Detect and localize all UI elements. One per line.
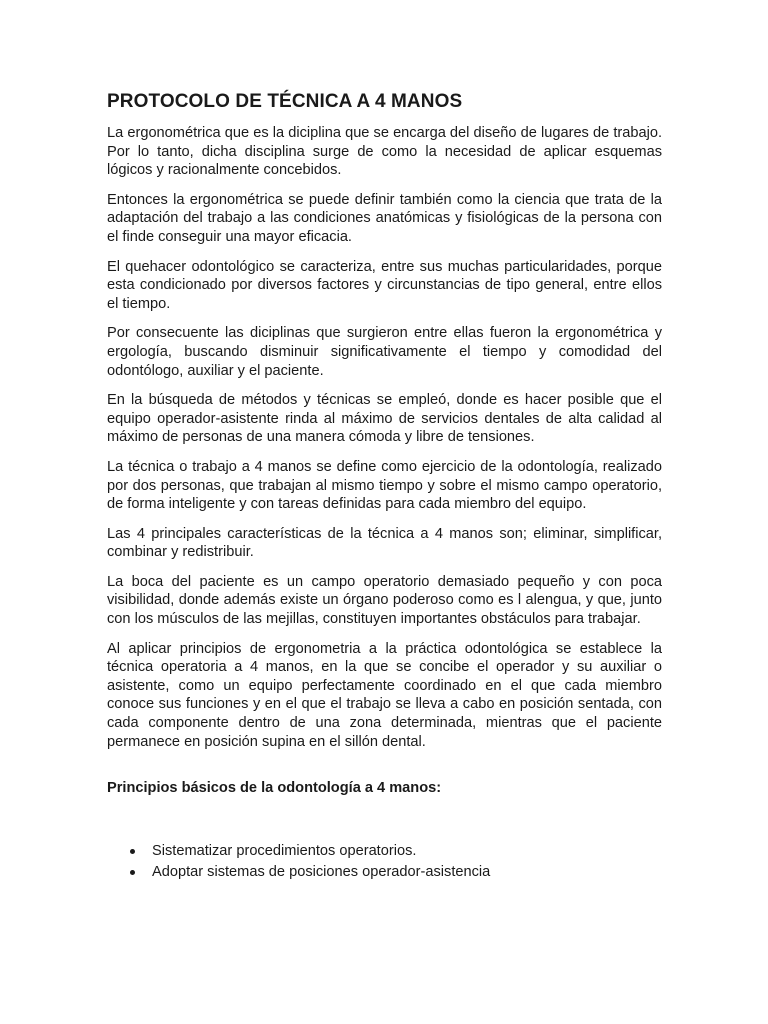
document-page — [107, 90, 662, 883]
section-subheading: Principios básicos de la odontología a 4 manos: — [107, 780, 442, 797]
bullet-icon — [130, 870, 135, 875]
paragraph-1: La ergonométrica que es la diciplina que se encarga del diseño de lugares de trabajo. Por lo tanto, dicha disciplina surge de como la necesidad de aplicar esquemas lógicos y racionalmente concebidos. — [107, 125, 662, 179]
paragraph-8: La boca del paciente es un campo operatorio demasiado pequeño y con poca visibilidad, donde además existe un órgano poderoso como es l alengua, y que, junto con los músculos de las mejillas, constituyen importantes obstáculos para trabajar. — [107, 573, 662, 628]
paragraph-4: Por consecuente las diciplinas que surgieron entre ellas fueron la ergonométrica y ergología, buscando disminuir significativamente el tiempo y comodidad del odontólogo, auxiliar y el paciente. — [107, 325, 662, 379]
list-item — [107, 862, 662, 883]
bullet-icon — [130, 849, 135, 854]
list-item — [107, 841, 662, 862]
paragraph-2: Entonces la ergonométrica se puede definir también como la ciencia que trata de la adaptación del trabajo a las condiciones anatómicas y fisiológicas de la persona con el finde conseguir una mayor eficacia. — [107, 191, 662, 245]
paragraph-3: El quehacer odontológico se caracteriza, entre sus muchas particularidades, porque esta condicionado por diversos factores y circunstancias de tipo general, entre ellos el tiempo. — [107, 258, 662, 312]
paragraph-6: La técnica o trabajo a 4 manos se define como ejercicio de la odontología, realizado por dos personas, que trabajan al mismo tiempo y sobre el mismo campo operatorio, de forma inteligente y con tareas definidas para cada miembro del equipo. — [107, 458, 662, 513]
paragraph-7: Las 4 principales características de la técnica a 4 manos son; eliminar, simplificar, combinar y redistribuir. — [107, 525, 662, 561]
list-item-text: Sistematizar procedimientos operatorios. — [152, 842, 417, 859]
paragraph-9: Al aplicar principios de ergonometria a la práctica odontológica se establece la técnica operatoria a 4 manos, en la que se concibe el operador y su auxiliar o asistente, como un equipo perfectamente coordinado en el que cada miembro conoce sus funciones y en el que el trabajo se lleva a cabo en posición sentada, con cada componente dentro de una zona determinada, mientras que el paciente permanece en posición supina en el sillón dental. — [107, 640, 662, 750]
list-item-text: Adoptar sistemas de posiciones operador-asistencia — [152, 863, 491, 880]
paragraph-5: En la búsqueda de métodos y técnicas se empleó, donde es hacer posible que el equipo operador-asistente rinda al máximo de servicios dentales de alta calidad al máximo de personas de una manera cómoda y libre de tensiones. — [107, 392, 662, 446]
document-title: PROTOCOLO DE TÉCNICA A 4 MANOS — [107, 91, 463, 112]
principles-list — [107, 841, 662, 883]
